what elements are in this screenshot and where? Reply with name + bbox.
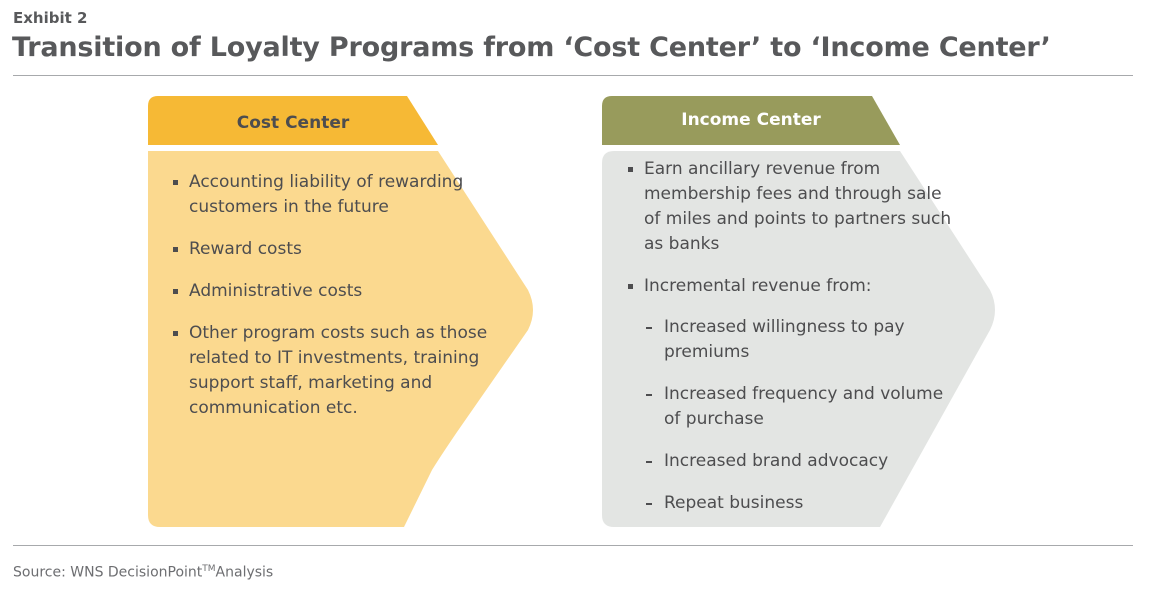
list-item: Reward costs — [173, 237, 493, 262]
bottom-divider — [13, 545, 1133, 546]
list-item: Administrative costs — [173, 279, 493, 304]
income-center-header: Income Center — [681, 110, 821, 130]
trademark-mark: TM — [202, 564, 216, 574]
income-center-list — [628, 157, 958, 533]
list-item: Other program costs such as those related to IT investments, training support staff, marketing and communication etc. — [173, 321, 493, 421]
source-note — [13, 564, 273, 581]
exhibit-label: Exhibit 2 — [13, 9, 88, 27]
sub-list-item: Increased brand advocacy — [644, 449, 958, 474]
source-prefix: Source: WNS DecisionPoint — [13, 564, 203, 581]
list-item-incremental — [628, 274, 958, 516]
cost-center-list — [173, 170, 493, 438]
list-item-label: Incremental revenue from: — [644, 276, 872, 296]
incremental-sub-list — [644, 315, 958, 516]
page-title: Transition of Loyalty Programs from ‘Cost Center’ to ‘Income Center’ — [12, 32, 1051, 63]
sub-list-item: Increased frequency and volume of purchase — [644, 382, 958, 432]
sub-list-item: Increased willingness to pay premiums — [644, 315, 958, 365]
list-item: Earn ancillary revenue from membership fees and through sale of miles and points to partners such as banks — [628, 157, 958, 257]
list-item: Accounting liability of rewarding customers in the future — [173, 170, 493, 220]
cost-center-header: Cost Center — [236, 113, 350, 133]
source-suffix: Analysis — [215, 564, 274, 581]
sub-list-item: Repeat business — [644, 491, 958, 516]
